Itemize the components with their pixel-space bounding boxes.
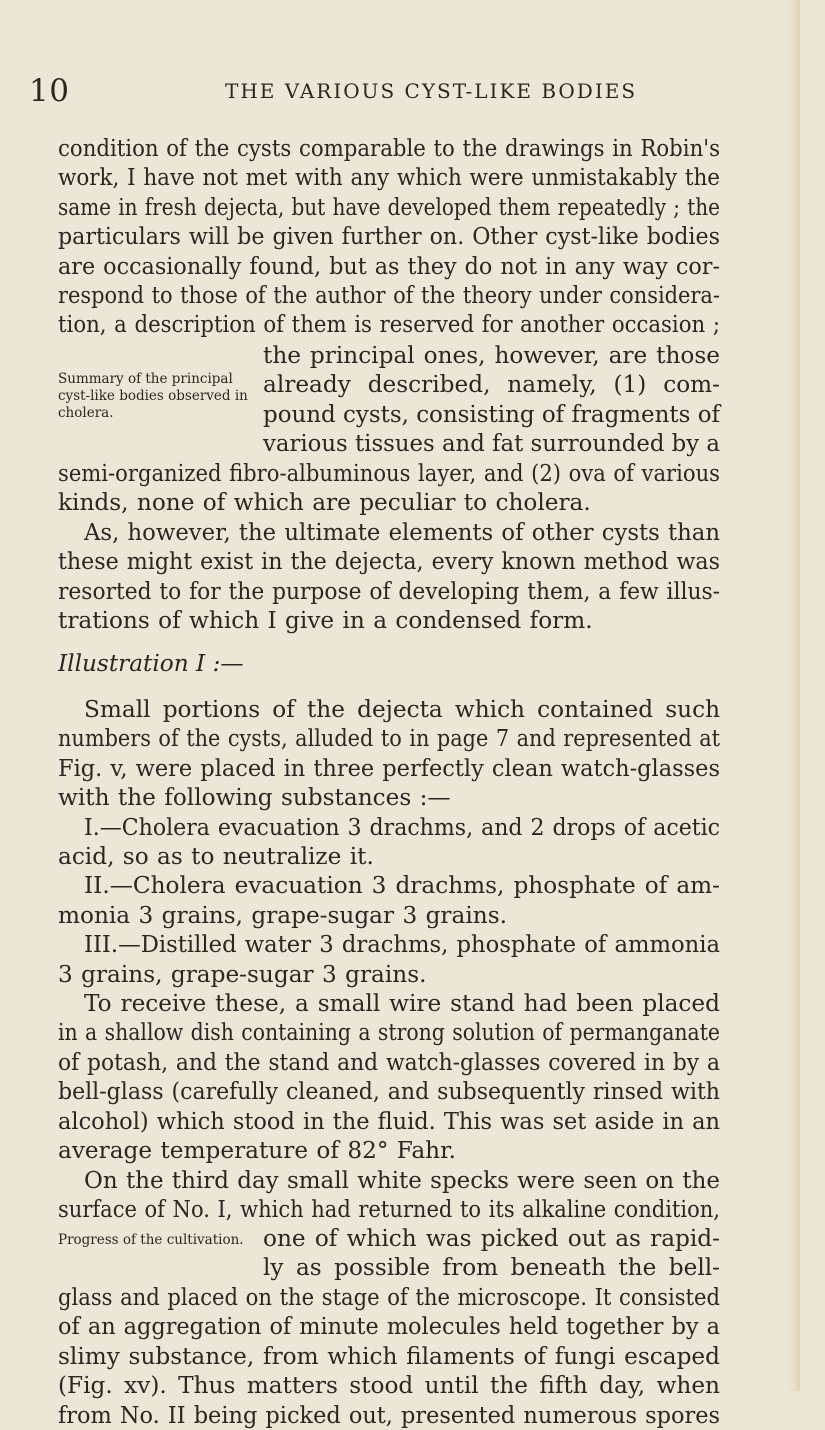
text-line: are occasionally found, but as they do not in any way cor- xyxy=(58,252,720,280)
page-number: 10 xyxy=(29,73,70,109)
text-line: alcohol) which stood in the fluid. This was set aside in an xyxy=(58,1107,720,1135)
wrapped-text xyxy=(263,341,720,459)
text-line: As, however, the ultimate elements of other cysts than xyxy=(84,518,720,546)
text-line: numbers of the cysts, alluded to in page 7 and represented at xyxy=(58,725,720,753)
text-line: Small portions of the dejecta which contained such xyxy=(84,696,720,723)
running-head: THE VARIOUS CYST-LIKE BODIES xyxy=(225,79,638,103)
illustration-text xyxy=(58,695,720,1224)
text-line: surface of No. I, which had returned to its alkaline condition, xyxy=(58,1195,720,1223)
sidenote-row-progress xyxy=(58,1224,720,1284)
text-line: Fig. v, were placed in three perfectly clean watch-glasses xyxy=(58,754,720,782)
text-line: from No. II being picked out, presented numerous spores xyxy=(58,1401,720,1429)
text-line: tion, a description of them is reserved for another occasion ; xyxy=(58,311,720,339)
text-line: slimy substance, from which filaments of fungi escaped xyxy=(58,1342,720,1370)
text-line: kinds, none of which are peculiar to cholera. xyxy=(58,489,591,517)
text-line: bell-glass (carefully cleaned, and subsequently rinsed with xyxy=(58,1078,720,1106)
text-line: I.—Cholera evacuation 3 drachms, and 2 drops of acetic xyxy=(84,813,720,841)
text-line: the principal ones, however, are those xyxy=(263,342,720,369)
text-line: (Fig. xv). Thus matters stood until the fifth day, when xyxy=(58,1372,720,1400)
sidenote-row-summary xyxy=(58,341,720,459)
section-heading: Illustration I :— xyxy=(58,650,244,677)
wrapped-text xyxy=(263,1224,720,1283)
sidenote-progress: Progress of the cultivation. xyxy=(58,1232,244,1248)
text-line: 3 grains, grape-sugar 3 grains. xyxy=(58,960,427,988)
text-line: II.—Cholera evacuation 3 drachms, phosphate of am- xyxy=(84,872,720,900)
text-line: condition of the cysts comparable to the drawings in Robin's xyxy=(58,135,720,162)
text-line: particulars will be given further on. Other cyst-like bodies xyxy=(58,223,720,251)
text-line: semi-organized fibro-albuminous layer, and (2) ova of various xyxy=(58,460,720,487)
text-line: glass and placed on the stage of the microscope. It consisted xyxy=(58,1284,720,1311)
text-line: average temperature of 82° Fahr. xyxy=(58,1137,456,1165)
text-line: respond to those of the author of the theory under considera- xyxy=(58,282,720,310)
text-line: pound cysts, consisting of fragments of xyxy=(263,400,720,428)
text-line: in a shallow dish containing a strong solution of permanganate xyxy=(58,1019,720,1047)
text-line: various tissues and fat surrounded by a xyxy=(263,430,720,458)
text-line: of an aggregation of minute molecules held together by a xyxy=(58,1313,720,1341)
text-line: To receive these, a small wire stand had been placed xyxy=(84,990,720,1018)
text-line: already described, namely, (1) com- xyxy=(263,371,720,399)
text-line: resorted to for the purpose of developing them, a few illus- xyxy=(58,577,720,605)
text-line: ly as possible from beneath the bell- xyxy=(263,1254,720,1282)
text-line: III.—Distilled water 3 drachms, phosphate of ammonia xyxy=(84,931,720,959)
page-edge xyxy=(786,0,800,1391)
text-line: acid, so as to neutralize it. xyxy=(58,843,374,871)
text-line: work, I have not met with any which were unmistakably the xyxy=(58,164,720,192)
paragraph-end xyxy=(58,1283,720,1429)
paragraph-block xyxy=(58,459,720,635)
text-line: with the following substances :— xyxy=(58,784,451,812)
text-line: monia 3 grains, grape-sugar 3 grains. xyxy=(58,901,507,929)
text-line: of potash, and the stand and watch-glasses covered in by a xyxy=(58,1048,720,1076)
sidenote-summary: Summary of the principal cyst-like bodies observed in cholera. xyxy=(58,371,248,421)
text-line: these might exist in the dejecta, every known method was xyxy=(58,548,720,576)
text-line: one of which was picked out as rapid- xyxy=(263,1225,720,1252)
text-line: same in fresh dejecta, but have developed them repeatedly ; the xyxy=(58,193,720,221)
text-line: On the third day small white specks were seen on the xyxy=(84,1166,720,1194)
paragraph-continuation xyxy=(58,134,720,337)
text-line: trations of which I give in a condensed form. xyxy=(58,607,593,635)
